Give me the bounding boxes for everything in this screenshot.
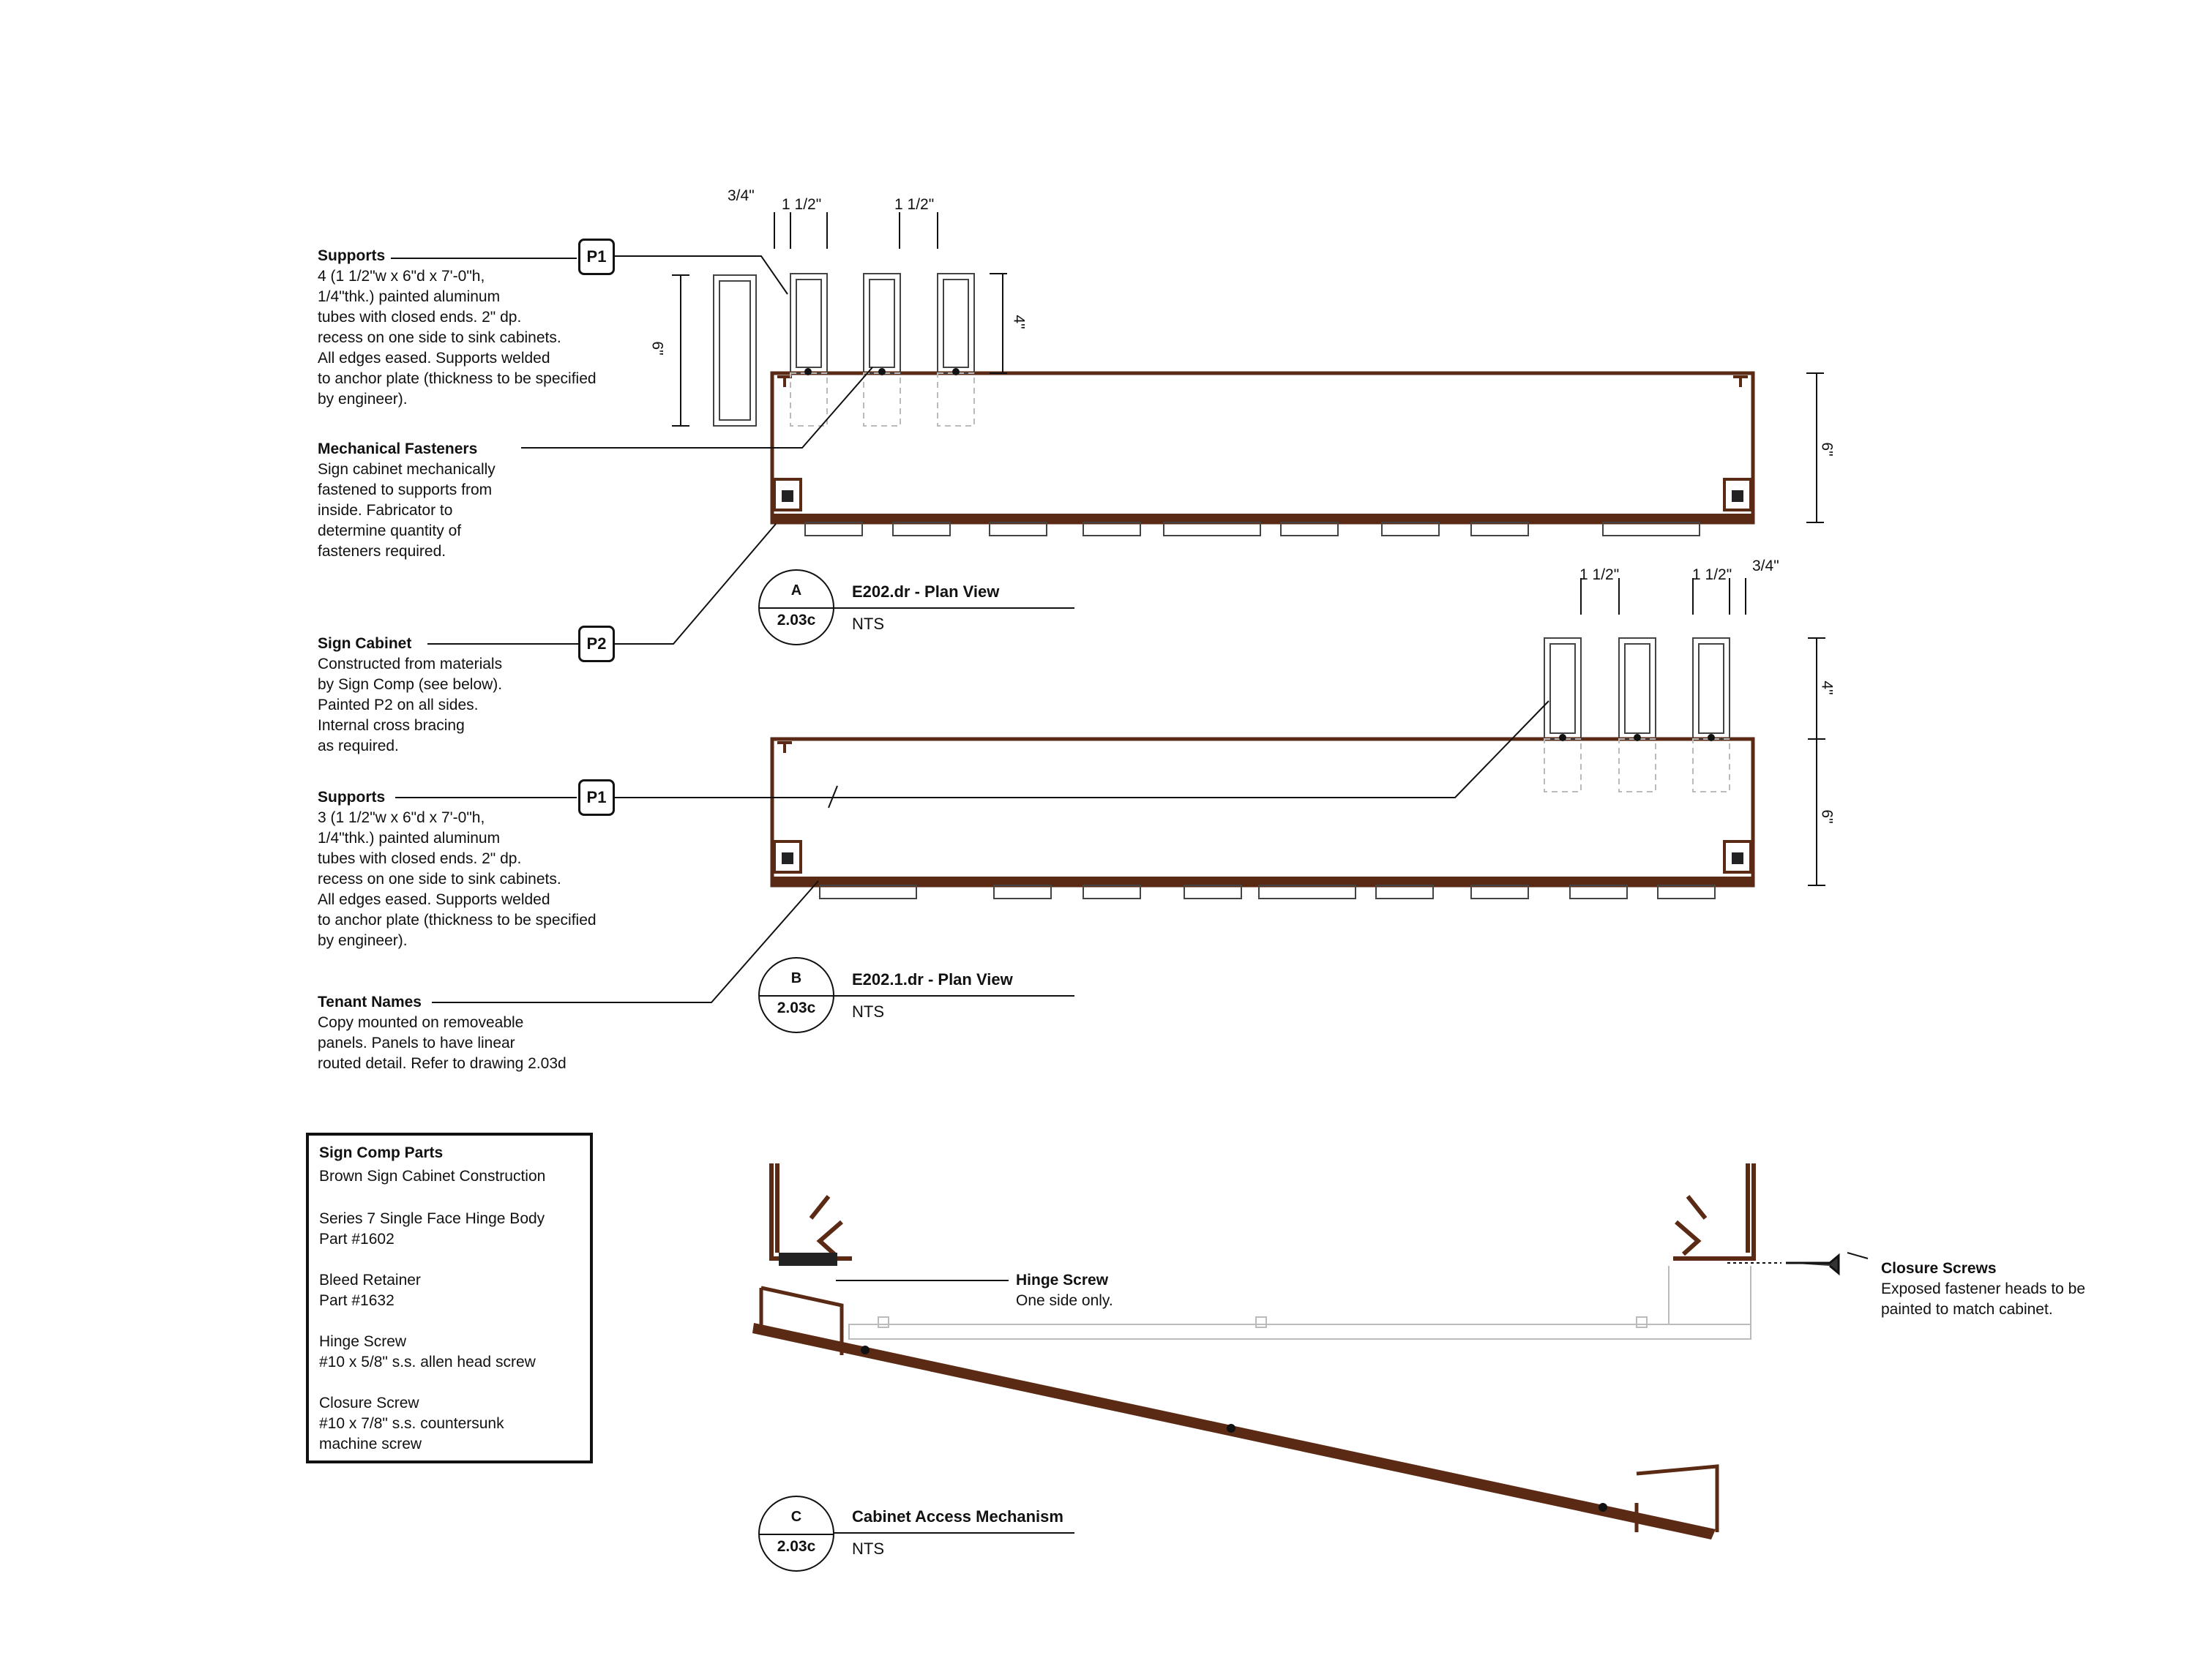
cabinet-a-bracket-right (1733, 377, 1748, 387)
support-b-1-inner (1550, 644, 1575, 733)
fastener-b-1 (1559, 734, 1566, 741)
support-a-1-hidden (790, 373, 827, 426)
note-supports-b-title: Supports (318, 789, 386, 806)
note-mech-fasteners-body: Sign cabinet mechanically fastened to supports from inside. Fabricator to determine quantity of fasteners required. (318, 461, 496, 560)
screw-head-1 (861, 1346, 870, 1354)
sign-comp-parts-box (306, 1133, 593, 1463)
note-hinge-screw-title: Hinge Screw (1016, 1272, 1109, 1289)
view-c-title: Cabinet Access Mechanism (852, 1507, 1063, 1526)
tag-p2: P2 (578, 626, 615, 662)
view-a-drawing (672, 212, 1824, 536)
note-supports-a-title: Supports (318, 247, 386, 264)
cabinet-b-outline (772, 739, 1753, 885)
support-b-1-hidden (1544, 739, 1581, 792)
note-closure-screws-title: Closure Screws (1881, 1260, 1997, 1277)
view-c-letter: C (790, 1509, 802, 1525)
fastener-a-1 (804, 368, 812, 375)
cabinet-b-hinge-left-inner (782, 852, 793, 864)
dim-b-three-quarter: 3/4" (1752, 558, 1779, 574)
dim-a-six-right: 6" (1818, 442, 1836, 457)
view-c-scale: NTS (852, 1540, 884, 1558)
view-b-title-line (833, 995, 1074, 997)
note-tenant-names-body: Copy mounted on removeable panels. Panels to have linear routed detail. Refer to drawing 2.03d (318, 1014, 567, 1072)
screw-head-2 (1227, 1424, 1235, 1433)
note-sign-cabinet (318, 634, 559, 757)
parts-item-3: Bleed Retainer Part #1632 (319, 1272, 421, 1309)
note-closure-screws (1881, 1259, 2145, 1320)
support-b-2-hidden (1619, 739, 1656, 792)
frame-c-right (1673, 1163, 1754, 1259)
dim-b-one-half-1: 1 1/2" (1579, 566, 1620, 583)
dim-a-four: 4" (1010, 315, 1028, 329)
parts-item-1: Brown Sign Cabinet Construction (319, 1168, 546, 1185)
dim-b-four: 4" (1818, 680, 1836, 695)
parts-item-5: Closure Screw #10 x 7/8" s.s. countersunk machine screw (319, 1395, 504, 1452)
tag-p1-b: P1 (578, 779, 615, 816)
view-c-sheet: 2.03c (777, 1538, 816, 1555)
cabinet-a-hinge-right-inner (1732, 490, 1743, 502)
note-tenant-names-title: Tenant Names (318, 994, 422, 1010)
dim-a-one-half-2: 1 1/2" (894, 196, 935, 213)
support-b-2-inner (1625, 644, 1650, 733)
view-b-sheet: 2.03c (777, 1000, 816, 1016)
support-a-section-inner (719, 281, 750, 420)
frame-c-left (771, 1163, 852, 1259)
note-sign-cabinet-body: Constructed from materials by Sign Comp (see below). Painted P2 on all sides. Internal cross bracing as required. (318, 656, 503, 754)
dim-b-one-half-2: 1 1/2" (1692, 566, 1732, 583)
view-c-title-line (833, 1532, 1074, 1534)
parts-heading: Sign Comp Parts (319, 1144, 444, 1161)
note-hinge-screw-body: One side only. (1016, 1292, 1113, 1309)
view-b-bubble (758, 957, 834, 1033)
view-a-scale: NTS (852, 615, 884, 633)
dimensions-a (672, 212, 1824, 522)
cabinet-b-face (772, 877, 1753, 885)
support-b-3-hidden (1693, 739, 1730, 792)
cabinet-b-hinge-right-inner (1732, 852, 1743, 864)
support-a-2-hidden (864, 373, 900, 426)
parts-item-2: Series 7 Single Face Hinge Body Part #1602 (319, 1210, 545, 1248)
leader-lines (391, 256, 1868, 1280)
fastener-b-2 (1634, 734, 1641, 741)
cabinet-a-hinge-left-inner (782, 490, 793, 502)
tenant-panels-b (820, 885, 1715, 899)
view-c-bubble (758, 1496, 834, 1572)
view-a-letter: A (790, 582, 802, 599)
parts-item-4: Hinge Screw #10 x 5/8" s.s. allen head screw (319, 1333, 536, 1370)
note-closure-screws-body: Exposed fastener heads to be painted to match cabinet. (1881, 1280, 2086, 1318)
view-b-drawing (772, 578, 1825, 899)
view-b-title: E202.1.dr - Plan View (852, 970, 1013, 989)
hinge-body-left (811, 1196, 842, 1254)
dim-b-six: 6" (1818, 809, 1836, 824)
view-a-sheet: 2.03c (777, 612, 816, 629)
dimensions-b (1581, 578, 1825, 885)
support-a-2-inner (870, 280, 894, 367)
support-a-1-inner (796, 280, 821, 367)
hinge-body-right (1676, 1196, 1705, 1254)
view-b-scale: NTS (852, 1002, 884, 1021)
cabinet-b-bracket-left (777, 743, 792, 753)
note-hinge-screw (1016, 1270, 1206, 1311)
view-c-drawing (752, 1163, 1839, 1540)
note-mech-fasteners (318, 439, 559, 562)
note-tenant-names (318, 992, 625, 1074)
dim-a-six-left: 6" (648, 341, 666, 356)
cabinet-a-outline (772, 373, 1753, 522)
closed-position-ghost (849, 1266, 1751, 1339)
view-a-title-line (833, 607, 1074, 609)
view-b-letter: B (790, 970, 802, 986)
fastener-b-3 (1708, 734, 1715, 741)
support-a-3-inner (943, 280, 968, 367)
note-supports-a-body: 4 (1 1/2"w x 6"d x 7'-0"h, 1/4"thk.) painted aluminum tubes with closed ends. 2" dp. recess on one side to sink cabinets. All edges eased. Supports welded to anchor plate (thickness to be specified by engineer). (318, 268, 597, 408)
cabinet-a-face (772, 514, 1753, 522)
view-a-title: E202.dr - Plan View (852, 582, 1000, 601)
support-b-3-inner (1699, 644, 1724, 733)
note-mech-fasteners-title: Mechanical Fasteners (318, 440, 478, 457)
support-a-3-hidden (938, 373, 974, 426)
hinge-screw-shape (779, 1253, 837, 1266)
note-supports-b-body: 3 (1 1/2"w x 6"d x 7'-0"h, 1/4"thk.) painted aluminum tubes with closed ends. 2" dp. recess on one side to sink cabinets. All edges eased. Supports welded to anchor plate (thickness to be specified by engineer). (318, 809, 597, 949)
screw-head-3 (1599, 1503, 1607, 1512)
note-sign-cabinet-title: Sign Cabinet (318, 635, 412, 652)
tenant-panels-a (805, 522, 1700, 536)
fastener-a-2 (878, 368, 886, 375)
fastener-a-3 (952, 368, 960, 375)
closure-screw-shape (1786, 1256, 1839, 1273)
tag-p1-a: P1 (578, 239, 615, 275)
view-a-bubble (758, 569, 834, 645)
dim-a-one-half-1: 1 1/2" (782, 196, 822, 213)
dim-a-three-quarter: 3/4" (728, 187, 755, 204)
